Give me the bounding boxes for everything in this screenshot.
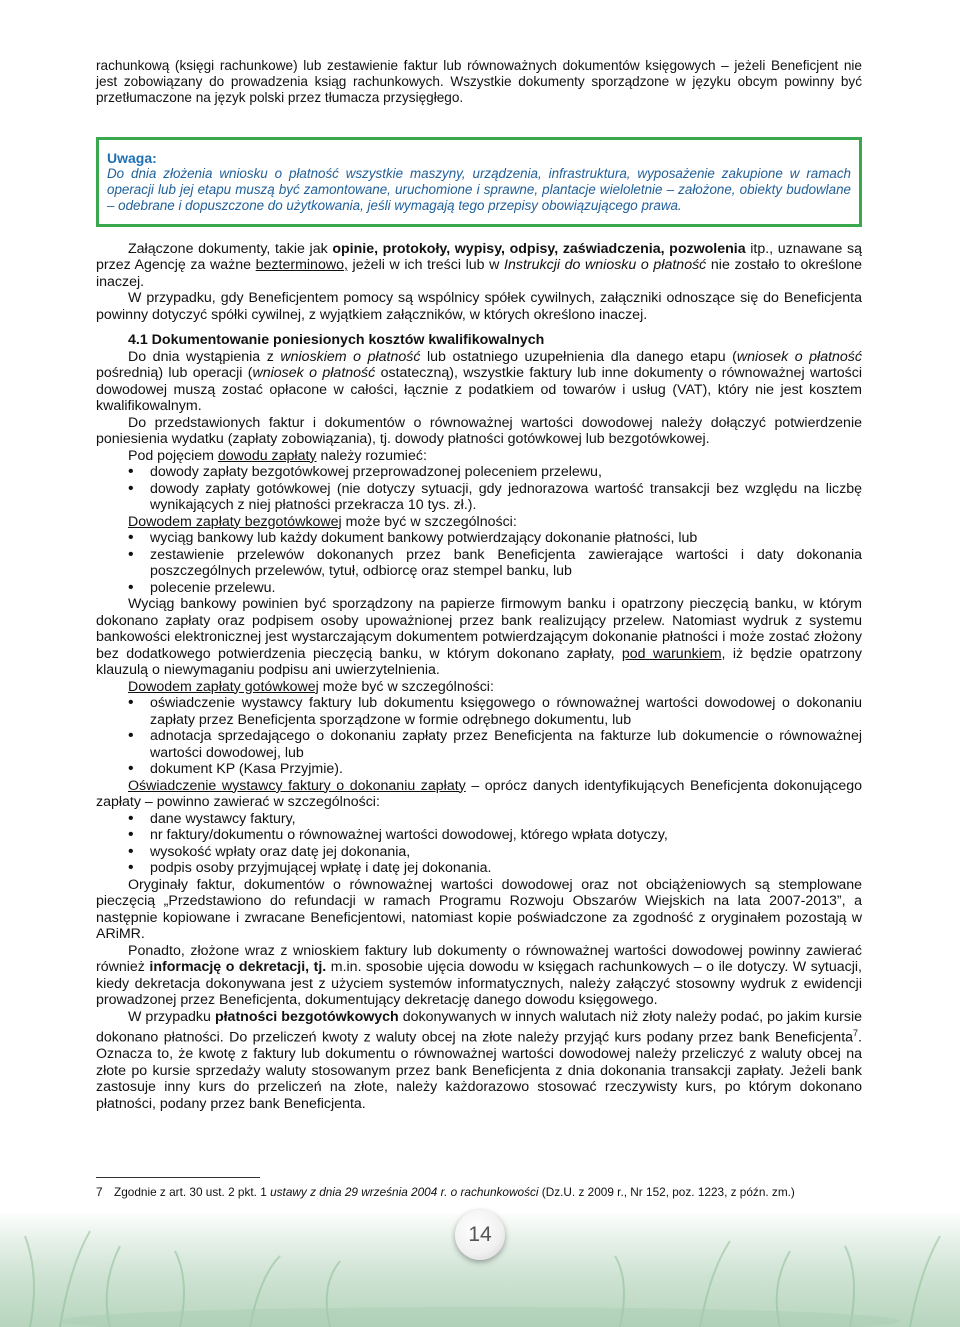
list-item: • dane wystawcy faktury, <box>150 811 862 828</box>
cash-proof-list <box>96 695 862 778</box>
list-item: • dowody zapłaty gotówkowej (nie dotyczy sytuacji, gdy jednorazowa wartość transakcji bez względu na liczbę wynikających z niej płatności przekracza 10 tys. zł.). <box>150 481 862 514</box>
partners-paragraph: W przypadku, gdy Beneficjentem pomocy są wspólnicy spółek cywilnych, załączniki odnoszące się do Beneficjenta powinny dotyczyć spółki cywilnej, z wyjątkiem załączników, w których określono inaczej. <box>96 290 862 323</box>
section-heading: 4.1 Dokumentowanie poniesionych kosztów kwalifikowalnych <box>128 332 545 349</box>
intro-paragraph: rachunkową (księgi rachunkowe) lub zestawienie faktur lub równoważnych dokumentów księgowych – jeżeli Beneficjent nie jest zobowiązany do prowadzenia ksiąg rachunkowych. Wszystkie dokumenty sporządzone w języku obcym powinny być przetłumaczone na język polski przez tłumacza przysięgłego. <box>96 58 862 105</box>
main-content <box>96 58 862 1112</box>
payment-proof-list <box>96 464 862 514</box>
section-paragraph-2: Do przedstawionych faktur i dokumentów o równoważnej wartości dowodowej należy dołączyć potwierdzenie poniesienia wydatku (zapłaty zobowiązania), tj. dowody płatności gotówkowej lub bezgotówkowej. <box>96 414 862 448</box>
list-item: • polecenie przelewu. <box>150 580 862 597</box>
list-item: • zestawienie przelewów dokonanych przez bank Beneficjenta zawierające wartości i daty dokonania poszczególnych przelewów, tytuł, odbiorcę oraz stempel banku, lub <box>150 547 862 580</box>
section-paragraph-5: Wyciąg bankowy powinien być sporządzony na papierze firmowym banku i opatrzony pieczęcią banku, w którym dokonano zapłaty oraz podpisem osoby upoważnionej przez bank realizujący przelew. Natomiast wydruk z systemu bankowości elektronicznej jest wystarczającym dokumentem potwierdzającym dokonanie płatności i może zostać złożony bez dodatkowego potwierdzenia pieczęcią banku, w którym dokonano zapłaty, pod warunkiem, iż będzie opatrzony klauzulą o niewymaganiu podpisu ani uwierzytelnienia. <box>96 596 862 679</box>
section-paragraph-9: Ponadto, złożone wraz z wnioskiem faktury lub dokumenty o równoważnej wartości dowodowej powinny zawierać również informację o dekretacji, tj. m.in. sposobie ujęcia dowodu w księgach rachunkowych – o ile dotyczy. W sytuacji, kiedy dekretacja dokonywana jest z użyciem systemów informatycznych, należy załączyć stosowny wydruk z ewidencji prowadzonej przez Beneficjenta, dokumentujący dekretację danego dowodu księgowego. <box>96 942 862 1009</box>
statement-contents-list <box>96 811 862 877</box>
section-paragraph-8: Oryginały faktur, dokumentów o równoważnej wartości dowodowej oraz not obciążeniowych są stemplowane pieczęcią „Przedstawiono do refundacji w ramach Programu Rozwoju Obszarów Wiejskich na lata 2007-2013”, a następnie kopiowane i zwracane Beneficjentowi, natomiast kopie poświadczone za zgodność z oryginałem pozostają w ARiMR. <box>96 876 862 943</box>
note-box <box>96 137 862 227</box>
list-item: • adnotacja sprzedającego o dokonaniu zapłaty przez Beneficjenta na fakturze lub dokumencie o równoważnej wartości dowodowej, lub <box>150 728 862 761</box>
section-paragraph-3: Pod pojęciem dowodu zapłaty należy rozumieć: <box>128 447 427 464</box>
list-item: • wysokość wpłaty oraz datę jej dokonania, <box>150 844 862 861</box>
attached-documents-paragraph: Załączone dokumenty, takie jak opinie, protokoły, wypisy, odpisy, zaświadczenia, pozwolenia itp., uznawane są przez Agencję za ważne bezterminowo, jeżeli w ich treści lub w Instrukcji do wniosku o płatność nie zostało to określone inaczej. <box>96 240 862 290</box>
cashless-proof-list <box>96 530 862 596</box>
list-item: • dokument KP (Kasa Przyjmie). <box>150 761 862 778</box>
section-paragraph-10: W przypadku płatności bezgotówkowych dokonywanych w innych walutach niż złoty należy podać, po jakim kursie dokonano płatności. Do przeliczeń kwoty z waluty obcej na złote należy przyjąć kurs podany przez bank Beneficjenta$^7$. Oznacza to, że kwotę z faktury lub dokumentu o równoważnej wartości dowodowej należy przeliczyć z waluty obcej na złote po kursie sprzedaży waluty stosowanym przez bank Beneficjenta z dnia dokonania transakcji zapłaty. Jeżeli bank zastosuje inny kurs do przeliczeń na złote, należy każdorazowo stosować rzeczywisty kurs, po którym dokonano płatności, podany przez bank Beneficjenta. <box>96 1008 863 1112</box>
list-item: • wyciąg bankowy lub każdy dokument bankowy potwierdzający dokonanie płatności, lub <box>150 530 862 547</box>
footnote-divider <box>96 1177 260 1178</box>
footnote: 7 Zgodnie z art. 30 ust. 2 pkt. 1 ustawy z dnia 29 września 2004 r. o rachunkowości (Dz.U. z 2009 r., Nr 152, poz. 1223, z późn. zm.) <box>96 1185 795 1199</box>
section-paragraph-7: Oświadczenie wystawcy faktury o dokonaniu zapłaty – oprócz danych identyfikujących Beneficjenta dokonującego zapłaty – powinno zawierać w szczególności: <box>96 777 862 811</box>
footnote-reference[interactable]: 7 <box>853 1028 859 1039</box>
list-item: • podpis osoby przyjmującej wpłatę i datę jej dokonania. <box>150 860 862 877</box>
page-number: 14 <box>455 1210 505 1260</box>
footnote-number: 7 <box>96 1185 103 1199</box>
note-title: Uwaga: <box>107 150 157 166</box>
section-paragraph-4: Dowodem zapłaty bezgotówkowej może być w szczególności: <box>128 513 517 530</box>
list-item: • dowody zapłaty bezgotówkowej przeprowadzonej poleceniem przelewu, <box>150 464 862 481</box>
note-text: Do dnia złożenia wniosku o płatność wszystkie maszyny, urządzenia, infrastruktura, wyposażenie zakupione w ramach operacji lub jej etapu muszą być zamontowane, uruchomione i sprawne, plantacje wieloletnie – założone, obiekty budowlane – odebrane i dopuszczone do użytkowania, jeśli wymagają tego przepisy obowiązującego prawa. <box>107 166 851 214</box>
section-paragraph-6: Dowodem zapłaty gotówkowej może być w szczególności: <box>128 678 494 695</box>
section-paragraph-1: Do dnia wystąpienia z wnioskiem o płatność lub ostatniego uzupełnienia dla danego etapu (wniosek o płatność pośrednią) lub operacji (wniosek o płatność ostateczną), wszystkie faktury lub inne dokumenty o równoważnej wartości dowodowej muszą zostać opłacone w całości, łącznie z podatkiem od towarów i usług (VAT), który nie jest kosztem kwalifikowalnym. <box>96 348 862 415</box>
list-item: • nr faktury/dokumentu o równoważnej wartości dowodowej, którego wpłata dotyczy, <box>150 827 862 844</box>
list-item: • oświadczenie wystawcy faktury lub dokumentu księgowego o równoważnej wartości dowodowej o dokonaniu zapłaty przez Beneficjenta sporządzone w formie odrębnego dokumentu, lub <box>150 695 862 728</box>
